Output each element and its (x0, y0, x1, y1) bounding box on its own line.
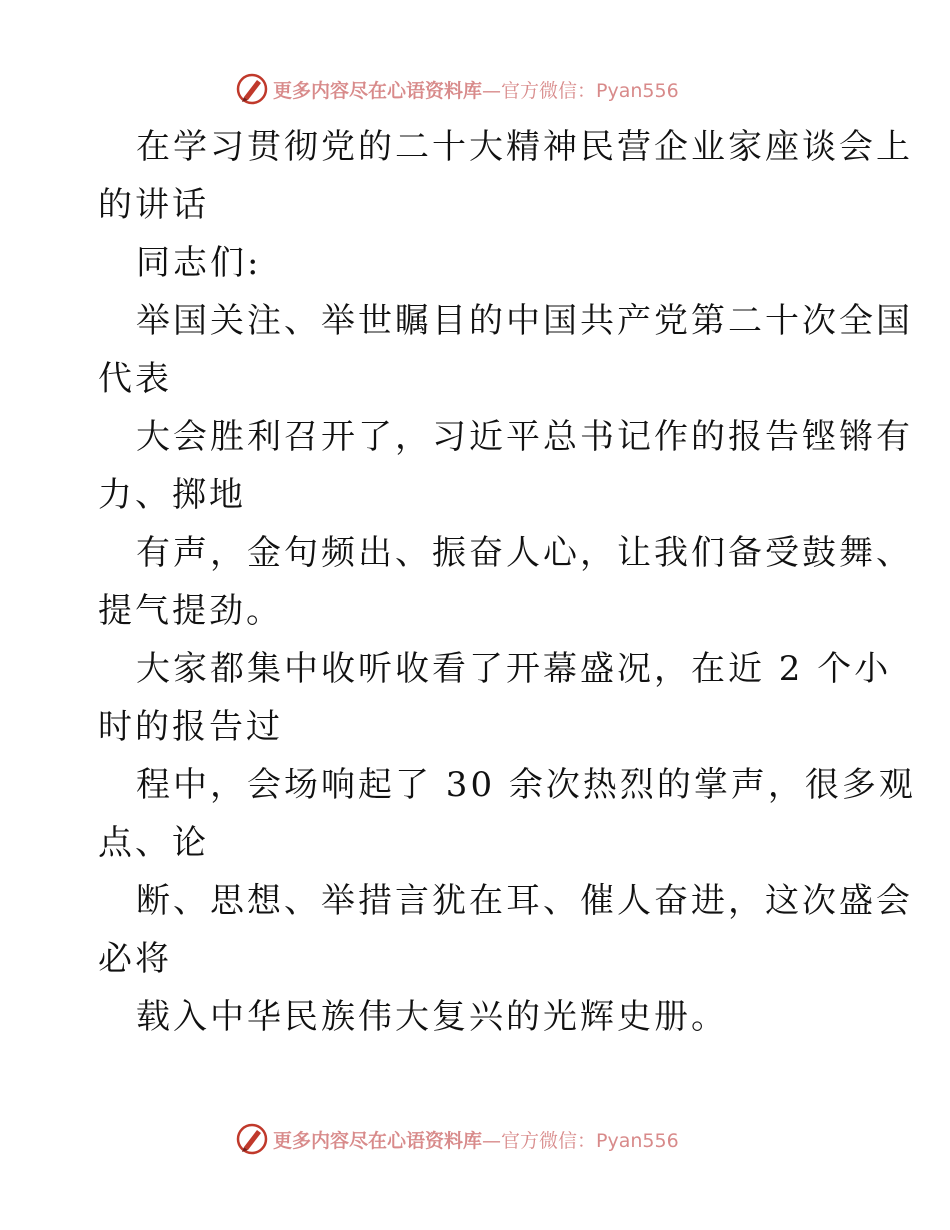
body-line: 提气提劲。 (98, 591, 283, 631)
body-line: 时的报告过 (98, 707, 283, 747)
body-line: 大会胜利召开了，习近平总书记作的报告铿锵有 (136, 417, 913, 457)
body-line: 断、思想、举措言犹在耳、催人奋进，这次盛会 (136, 881, 913, 921)
body-line: 必将 (98, 939, 172, 979)
pen-logo-icon (235, 72, 269, 106)
footer-watermark (235, 1122, 679, 1156)
body-line: 有声，金句频出、振奋人心，让我们备受鼓舞、 (136, 533, 913, 573)
body-line: 力、掷地 (98, 475, 246, 515)
body-line: 的讲话 (98, 185, 209, 225)
site-name: 更多内容尽在心语资料库 (273, 1129, 483, 1152)
wechat-contact: —官方微信：Pyan556 (482, 79, 679, 102)
body-line: 举国关注、举世瞩目的中国共产党第二十次全国 (136, 301, 913, 341)
body-line: 在学习贯彻党的二十大精神民营企业家座谈会上 (136, 127, 913, 167)
document-body (98, 118, 916, 1046)
pen-logo-icon (235, 1122, 269, 1156)
wechat-contact: —官方微信：Pyan556 (482, 1129, 679, 1152)
site-name: 更多内容尽在心语资料库 (273, 79, 483, 102)
body-line: 载入中华民族伟大复兴的光辉史册。 (136, 997, 728, 1037)
header-watermark (235, 72, 679, 106)
body-line: 大家都集中收听收看了开幕盛况，在近 2 个小 (136, 649, 892, 689)
body-line: 程中，会场响起了 30 余次热烈的掌声，很多观 (136, 765, 916, 805)
body-line: 代表 (98, 359, 172, 399)
body-line: 点、论 (98, 823, 209, 863)
body-line: 同志们: (136, 243, 262, 283)
